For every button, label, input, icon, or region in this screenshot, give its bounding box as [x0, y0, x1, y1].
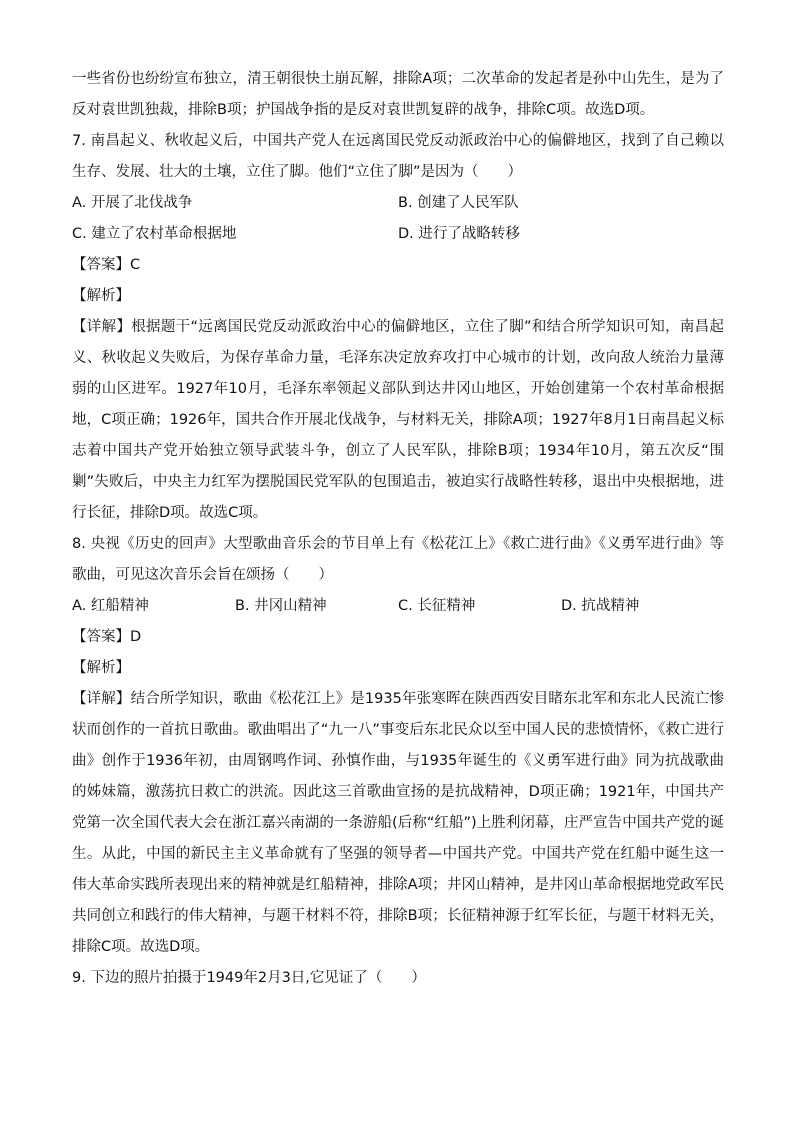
question-7-option-c: C. 建立了农村革命根据地	[72, 226, 237, 242]
question-7-analysis-heading: 【解析】	[72, 288, 130, 304]
previous-question-analysis-continuation: 一些省份也纷纷宣布独立，清王朝很快土崩瓦解，排除A项；二次革命的发起者是孙中山先生，是为了反对袁世凯独裁，排除B项；护国战争指的是反对袁世凯复辟的战争，排除C项。故选D项。	[72, 71, 724, 118]
question-8-option-d: D. 抗战精神	[561, 598, 640, 614]
question-9-stem: 9. 下边的照片拍摄于1949年2月3日,它见证了（ ）	[72, 970, 426, 986]
question-8-stem: 8. 央视《历史的回声》大型歌曲音乐会的节目单上有《松花江上》《救亡进行曲》《义勇军进行曲》等歌曲，可见这次音乐会旨在颂扬（ ）	[72, 536, 724, 583]
question-7-option-d: D. 进行了战略转移	[398, 226, 520, 242]
question-8-options	[72, 591, 724, 622]
question-8	[72, 529, 724, 963]
question-8-analysis-heading: 【解析】	[72, 660, 130, 676]
question-8-option-c: C. 长征精神	[398, 598, 476, 614]
question-7-option-a: A. 开展了北伐战争	[72, 195, 193, 211]
question-9	[72, 963, 724, 994]
document-page	[72, 64, 724, 994]
question-8-detailed-explanation: 【详解】结合所学知识，歌曲《松花江上》是1935年张寒晖在陕西西安目睹东北军和东北人民流亡惨状而创作的一首抗日歌曲。歌曲唱出了“九一八”事变后东北民众以至中国人民的悲愤情怀，《救亡进行曲》创作于1936年初，由周钢鸣作词、孙慎作曲，与1935年诞生的《义勇军进行曲》同为抗战歌曲的姊妹篇，激荡抗日救亡的洪流。因此这三首歌曲宣扬的是抗战精神，D项正确；1921年，中国共产党第一次全国代表大会在浙江嘉兴南湖的一条游船(后称“红船”)上胜利闭幕，庄严宣告中国共产党的诞生。从此，中国的新民主主义革命就有了坚强的领导者—中国共产党。中国共产党在红船中诞生这一伟大革命实践所表现出来的精神就是红船精神，排除A项；井冈山精神，是井冈山革命根据地党政军民共同创立和践行的伟大精神，与题干材料不符，排除B项；长征精神源于红军长征，与题干材料无关，排除C项。故选D项。	[72, 691, 724, 955]
question-8-option-a: A. 红船精神	[72, 598, 149, 614]
question-7-option-b: B. 创建了人民军队	[398, 195, 519, 211]
question-8-option-b: B. 井冈山精神	[235, 598, 327, 614]
question-7-stem: 7. 南昌起义、秋收起义后，中国共产党人在远离国民党反动派政治中心的偏僻地区，找到了自己赖以生存、发展、壮大的土壤，立住了脚。他们“立住了脚”是因为（ ）	[72, 133, 724, 180]
question-8-answer: 【答案】D	[72, 629, 142, 645]
question-7-options	[72, 188, 724, 250]
question-7-detailed-explanation: 【详解】根据题干“远离国民党反动派政治中心的偏僻地区，立住了脚”和结合所学知识可知，南昌起义、秋收起义失败后，为保存革命力量，毛泽东决定放弃攻打中心城市的计划，改向敌人统治力量薄弱的山区进军。1927年10月，毛泽东率领起义部队到达井冈山地区，开始创建第一个农村革命根据地，C项正确；1926年，国共合作开展北伐战争，与材料无关，排除A项；1927年8月1日南昌起义标志着中国共产党开始独立领导武装斗争，创立了人民军队，排除B项；1934年10月，第五次反“围剿”失败后，中央主力红军为摆脱国民党军队的包围追击，被迫实行战略性转移，退出中央根据地，进行长征，排除D项。故选C项。	[72, 319, 724, 521]
question-7	[72, 126, 724, 529]
question-7-answer: 【答案】C	[72, 257, 141, 273]
